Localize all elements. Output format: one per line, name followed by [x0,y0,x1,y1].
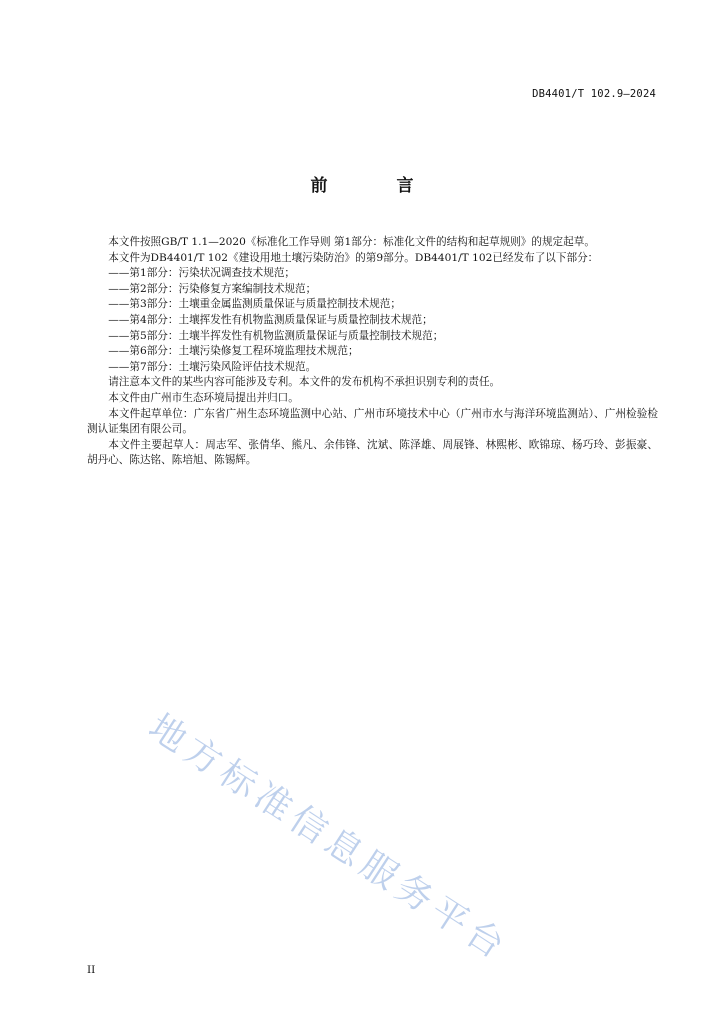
list-item-part-5: ——第5部分：土壤半挥发性有机物监测质量保证与质量控制技术规范； [108,329,444,342]
paragraph-series-intro: 本文件为DB4401/T 102《建设用地土壤污染防治》的第9部分。DB4401/T 102已经发布了以下部分： [108,251,599,264]
list-item-part-2: ——第2部分：污染修复方案编制技术规范； [108,282,317,295]
list-item-part-7: ——第7部分：土壤污染风险评估技术规范。 [108,360,317,373]
list-item-part-4: ——第4部分：土壤挥发性有机物监测质量保证与质量控制技术规范； [108,313,433,326]
paragraph-proposer: 本文件由广州市生态环境局提出并归口。 [108,391,299,404]
page-title: 前 言 [310,176,440,196]
standard-code: DB4401/T 102.9—2024 [532,88,656,100]
list-item-part-3: ——第3部分：土壤重金属监测质量保证与质量控制技术规范； [108,298,401,311]
watermark-text: 地方标准信息服务平台 [141,706,516,970]
list-item-part-1: ——第1部分：污染状况调查技术规范； [108,267,296,280]
paragraph-patent-notice: 请注意本文件的某些内容可能涉及专利。本文件的发布机构不承担识别专利的责任。 [108,376,501,389]
list-item-part-6: ——第6部分：土壤污染修复工程环境监理技术规范； [108,345,359,358]
page-number: II [87,964,96,976]
paragraph-drafters: 本文件主要起草人：周志军、张倩华、熊凡、余伟锋、沈斌、陈泽雄、周展锋、林熙彬、欧锦琼、杨巧玲、彭振豪、胡丹心、陈达铭、陈培旭、陈锡辉。 [87,438,658,467]
paragraph-drafting-rules: 本文件按照GB/T 1.1—2020《标准化工作导则 第1部分：标准化文件的结构和起草规则》的规定起草。 [108,236,595,248]
document-body [87,235,658,469]
paragraph-drafting-units: 本文件起草单位：广东省广州生态环境监测中心站、广州市环境技术中心（广州市水与海洋环境监测站）、广州检验检测认证集团有限公司。 [87,407,658,436]
